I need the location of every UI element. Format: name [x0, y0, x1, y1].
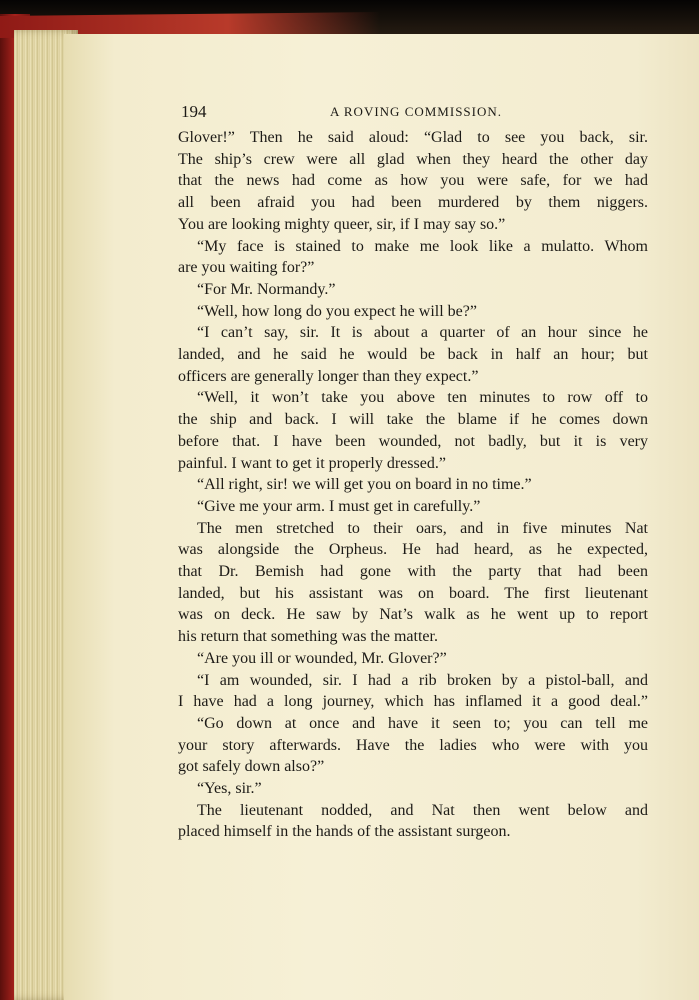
text-line: Glover!” Then he said aloud: “Glad to see you back, sir.	[178, 129, 648, 146]
text-line: The men stretched to their oars, and in five minutes Nat	[197, 519, 648, 537]
text-line: You are looking mighty queer, sir, if I may say so.”	[178, 215, 506, 233]
text-line: before that. I have been wounded, not badly, but it is very	[178, 432, 648, 450]
text-line: “Yes, sir.”	[197, 780, 262, 797]
text-line: “I can’t say, sir. It is about a quarter of an hour since he	[197, 324, 648, 342]
text-line: The ship’s crew were all glad when they heard the other day	[178, 150, 648, 168]
text-line: “Are you ill or wounded, Mr. Glover?”	[197, 649, 447, 667]
text-line: “I am wounded, sir. I had a rib broken by a pistol-ball, and	[197, 671, 648, 689]
text-line: placed himself in the hands of the assistant surgeon.	[178, 823, 511, 841]
page-header	[181, 102, 651, 126]
text-line: all been afraid you had been murdered by them niggers.	[178, 194, 648, 212]
text-line: “Give me your arm. I must get in carefully.”	[197, 497, 481, 515]
text-line: “My face is stained to make me look like a mulatto. Whom	[197, 237, 648, 255]
text-line: “All right, sir! we will get you on board in no time.”	[197, 476, 532, 494]
text-line: got safely down also?”	[178, 758, 325, 776]
text-line: “For Mr. Normandy.”	[197, 280, 336, 298]
text-line: painful. I want to get it properly dressed.”	[178, 454, 446, 472]
running-title: A ROVING COMMISSION.	[329, 104, 503, 119]
text-line: that the news had come as how you were safe, for we had	[178, 172, 648, 190]
text-line: are you waiting for?”	[178, 259, 315, 277]
text-line: “Well, how long do you expect he will be?”	[197, 302, 477, 320]
text-line: his return that something was the matter.	[178, 628, 438, 646]
text-line: was on deck. He saw by Nat’s walk as he went up to report	[178, 606, 648, 624]
text-line: “Well, it won’t take you above ten minutes to row off to	[197, 389, 648, 407]
text-line: was alongside the Orpheus. He had heard, as he expected,	[178, 541, 648, 559]
text-line: I have had a long journey, which has inflamed it a good deal.”	[178, 693, 648, 711]
text-line: The lieutenant nodded, and Nat then went below and	[197, 801, 648, 819]
text-line: officers are generally longer than they expect.”	[178, 367, 479, 385]
text-line: your story afterwards. Have the ladies who were with you	[178, 736, 648, 754]
text-line: the ship and back. I will take the blame if he comes down	[178, 411, 648, 429]
page-number: 194	[181, 102, 207, 121]
text-line: landed, but his assistant was on board. The first lieutenant	[178, 584, 648, 602]
text-line: “Go down at once and have it seen to; you can tell me	[197, 714, 648, 732]
text-line: landed, and he said he would be back in half an hour; but	[178, 346, 648, 363]
text-line: that Dr. Bemish had gone with the party that had been	[178, 563, 648, 580]
